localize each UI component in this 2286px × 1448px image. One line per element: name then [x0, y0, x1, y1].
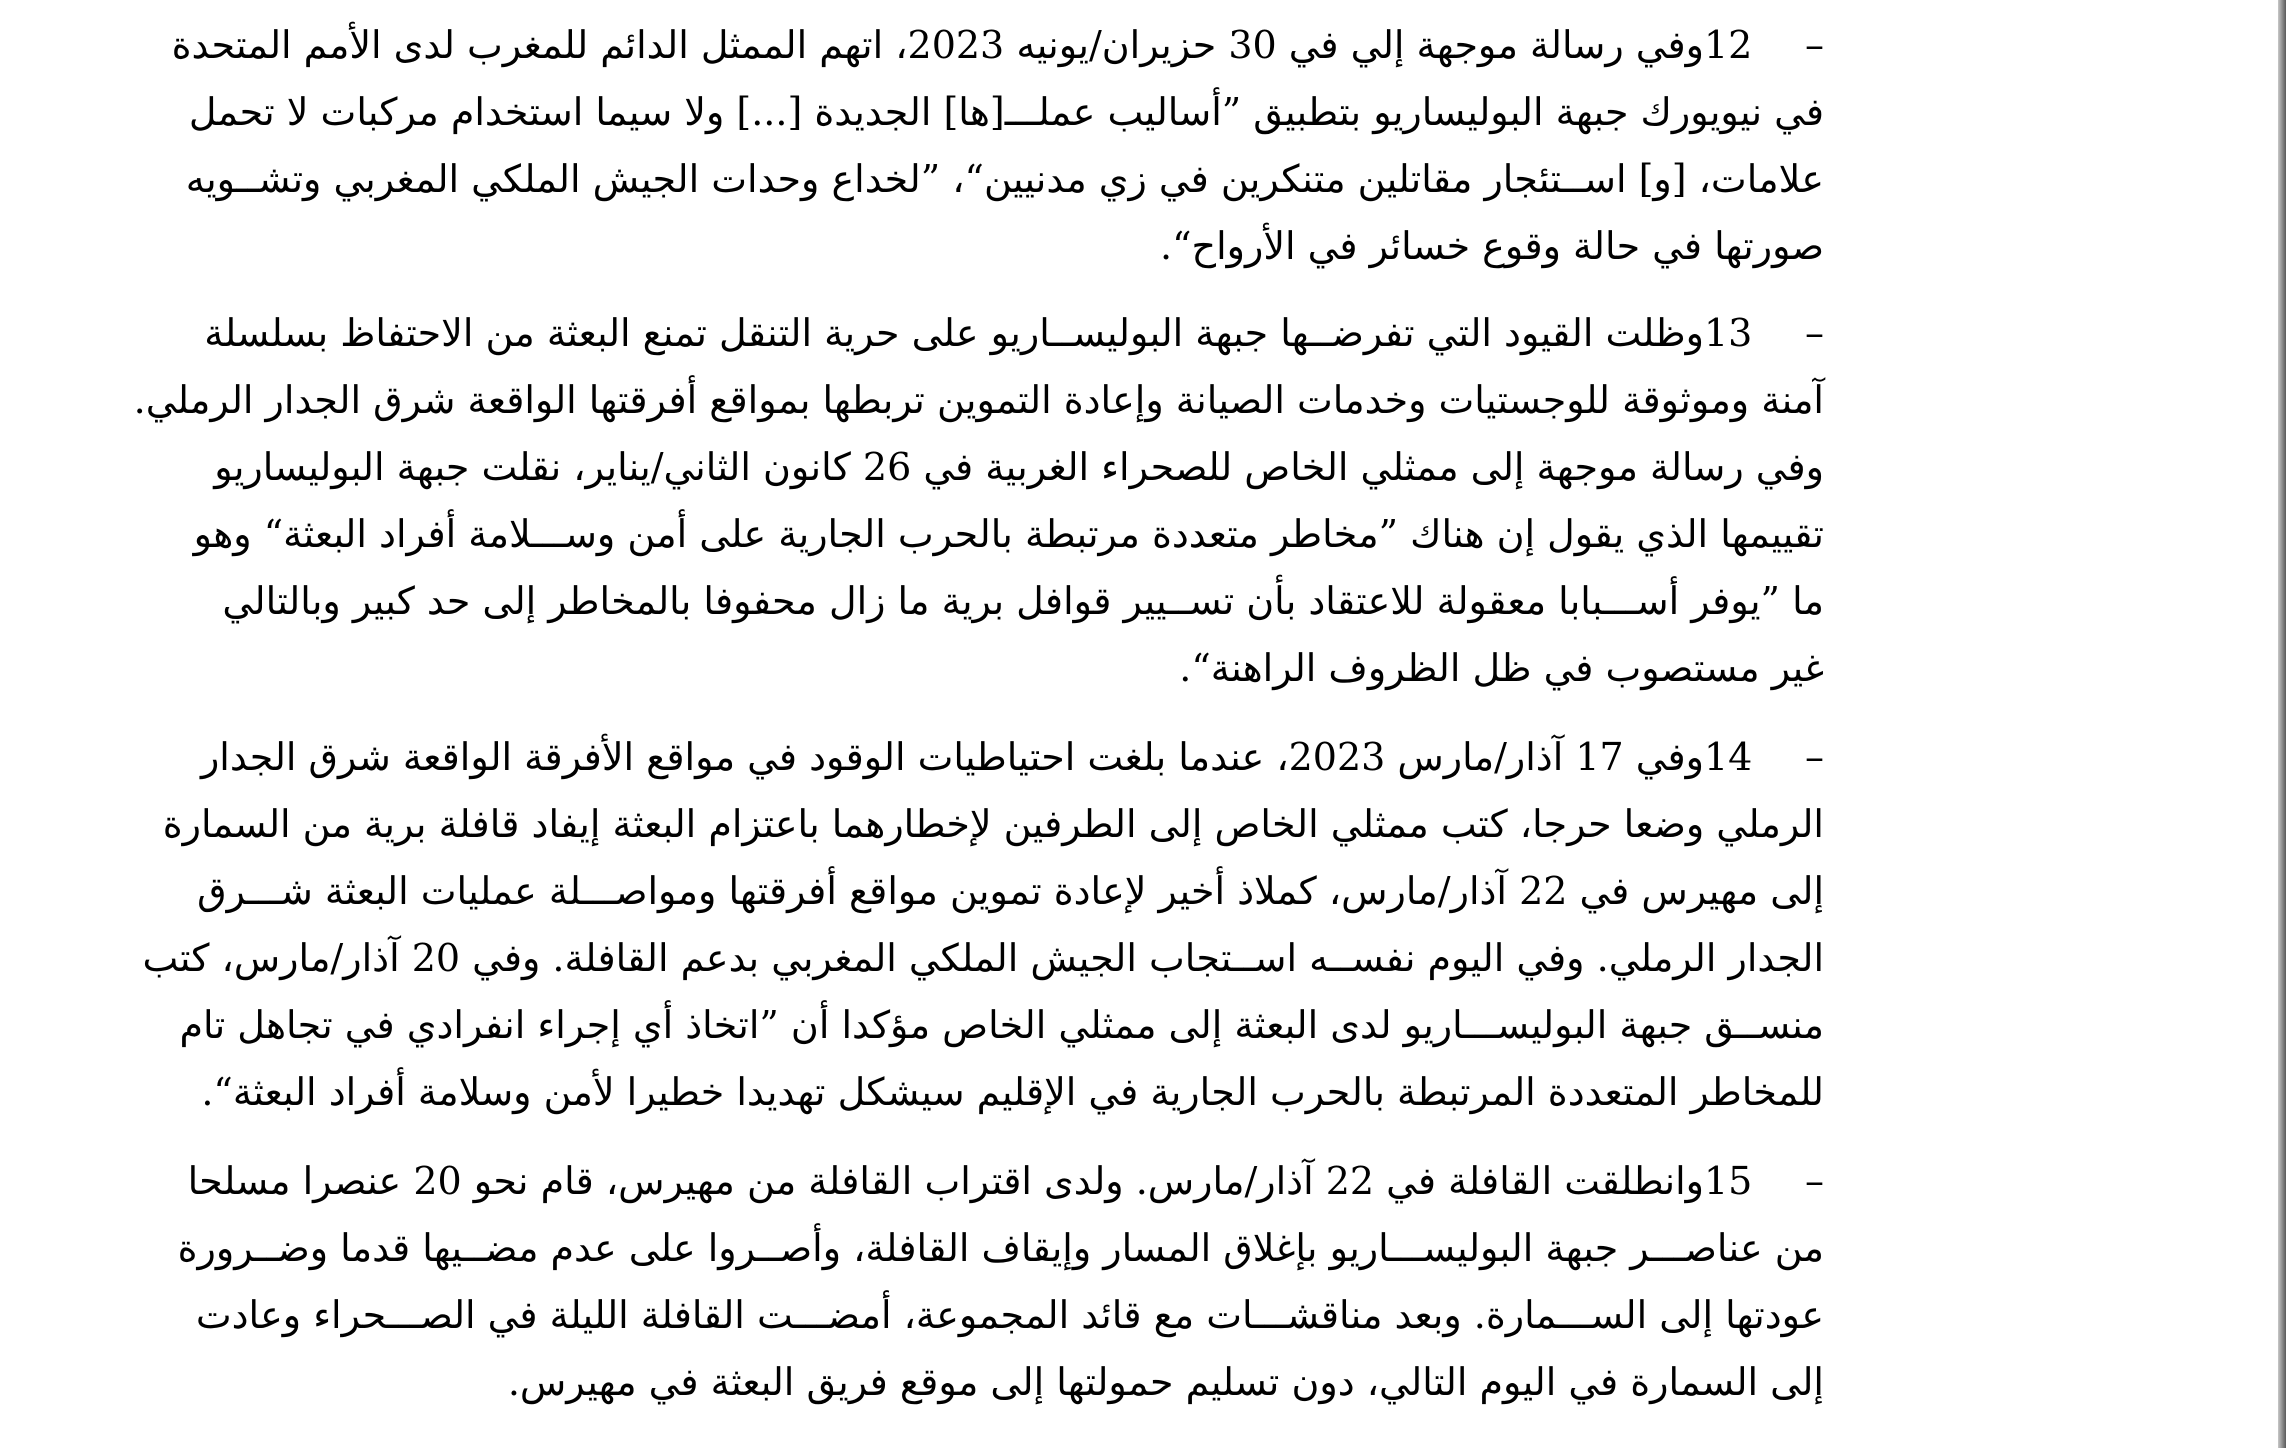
paragraph-line: 12 –وفي رسالة موجهة إلي في 30 حزيران/يونيه 2023، اتهم الممثل الدائم للمغرب لدى الأمم المتحدة [462, 12, 1824, 79]
paragraph-line: 15 –وانطلقت القافلة في 22 آذار/مارس. ولدى اقتراب القافلة من مهيرس، قام نحو 20 عنصرا مسلحا [462, 1148, 1824, 1215]
paragraph-line: تقييمها الذي يقول إن هناك ”مخاطر متعددة مرتبطة بالحرب الجارية على أمن وســـلامة أفراد البعثة“ وهو [193, 512, 1824, 556]
paragraph-line: إلى السمارة في اليوم التالي، دون تسليم حمولتها إلى موقع فريق البعثة في مهيرس. [507, 1360, 1824, 1404]
paragraph-line: غير مستصوب في ظل الظروف الراهنة“. [1179, 646, 1824, 690]
paragraph-line: عودتها إلى الســـمارة. وبعد مناقشـــات مع قائد المجموعة، أمضـــت القافلة الليلة في الصـــحراء وعادت [195, 1293, 1824, 1337]
paragraph-line: في نيويورك جبهة البوليساريو بتطبيق ”أساليب عملـــ[ها] الجديدة [...] ولا سيما استخدام مركبات لا تحمل [188, 90, 1824, 134]
paragraph-line: الرملي وضعا حرجا، كتب ممثلي الخاص إلى الطرفين لإخطارهما باعتزام البعثة إيفاد قافلة برية من السمارة [162, 802, 1824, 846]
paragraph-line: صورتها في حالة وقوع خسائر في الأرواح“. [1160, 224, 1824, 268]
paragraph-line: الجدار الرملي. وفي اليوم نفســه اســتجاب الجيش الملكي المغربي بدعم القافلة. وفي 20 آذار/مارس، كتب [142, 936, 1824, 980]
paragraph-line: منســق جبهة البوليســـاريو لدى البعثة إلى ممثلي الخاص مؤكدا أن ”اتخاذ أي إجراء انفرادي في تجاهل تام [179, 1003, 1824, 1047]
paragraph-line: آمنة وموثوقة للوجستيات وخدمات الصيانة وإعادة التموين تربطها بمواقع أفرقتها الواقعة شرق الجدار الرملي. [133, 378, 1824, 422]
paragraph-line: علامات، [و] اســتئجار مقاتلين متنكرين في زي مدنيين“، ”لخداع وحدات الجيش الملكي المغربي وتشــويه [185, 157, 1824, 201]
paragraph-line: 13 –وظلت القيود التي تفرضــها جبهة البوليســاريو على حرية التنقل تمنع البعثة من الاحتفاظ بسلسلة [462, 300, 1824, 367]
paragraph-number: 14 – [1704, 735, 1824, 779]
paragraph-number: 13 – [1704, 311, 1824, 355]
paragraph-line: للمخاطر المتعددة المرتبطة بالحرب الجارية في الإقليم سيشكل تهديدا خطيرا لأمن وسلامة أفراد البعثة“. [201, 1070, 1824, 1114]
page-edge-shadow [2278, 0, 2286, 1448]
paragraph-line: من عناصـــر جبهة البوليســـاريو بإغلاق المسار وإيقاف القافلة، وأصــروا على عدم مضــيها قدما وضــرورة [177, 1226, 1824, 1270]
paragraph-12 [171, 12, 1824, 280]
paragraph-number: 12 – [1704, 23, 1824, 67]
paragraph-number: 15 – [1704, 1159, 1824, 1203]
paragraph-line: وفي رسالة موجهة إلى ممثلي الخاص للصحراء الغربية في 26 كانون الثاني/يناير، نقلت جبهة البوليساريو [214, 445, 1824, 489]
paragraph-line: إلى مهيرس في 22 آذار/مارس، كملاذ أخير لإعادة تموين مواقع أفرقتها ومواصـــلة عمليات البعثة شـــرق [197, 869, 1824, 913]
paragraph-13 [133, 300, 1824, 702]
paragraph-14 [142, 724, 1824, 1126]
paragraph-line: 14 –وفي 17 آذار/مارس 2023، عندما بلغت احتياطيات الوقود في مواقع الأفرقة الواقعة شرق الجدار [462, 724, 1824, 791]
paragraph-line: ما ”يوفر أســـبابا معقولة للاعتقاد بأن تســيير قوافل برية ما زال محفوفا بالمخاطر إلى حد كبير وبالتالي [222, 579, 1824, 623]
paragraph-15 [177, 1148, 1824, 1416]
